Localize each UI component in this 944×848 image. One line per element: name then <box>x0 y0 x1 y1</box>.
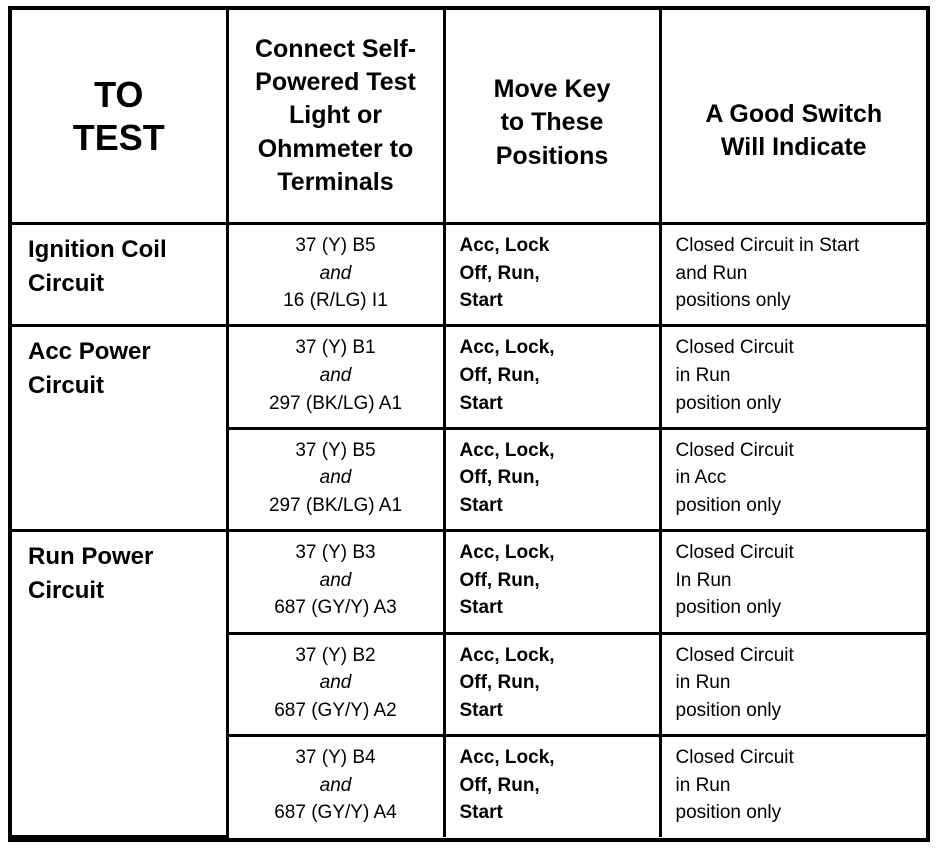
indication: in Acc <box>675 467 727 489</box>
indication: position only <box>675 494 782 516</box>
key-positions-cell <box>444 224 660 326</box>
indication: In Run <box>675 569 732 591</box>
indication: Closed Circuit <box>675 439 794 461</box>
terminals-cell <box>227 736 444 837</box>
key-positions: Off, Run, <box>459 569 540 591</box>
terminal-and: and <box>319 364 352 386</box>
header-text: Will Indicate <box>720 133 867 161</box>
circuit-name: Circuit <box>28 372 105 400</box>
header-text: Connect Self- <box>254 34 417 63</box>
key-positions: Start <box>459 802 503 824</box>
terminals-cell <box>227 326 444 428</box>
indication-cell <box>660 736 926 837</box>
terminal-b: 687 (GY/Y) A4 <box>274 802 397 824</box>
circuit-name: Circuit <box>28 269 105 297</box>
key-positions: Off, Run, <box>459 262 540 284</box>
indication-cell <box>660 428 926 530</box>
indication: Closed Circuit <box>675 337 794 359</box>
indication: Closed Circuit in Start <box>675 235 860 256</box>
header-text: Ohmmeter to <box>257 134 414 163</box>
table-row <box>12 326 926 428</box>
indication: and Run <box>675 262 748 284</box>
circuit-name: Circuit <box>28 576 105 604</box>
indication: positions only <box>675 290 791 312</box>
terminals-cell <box>227 633 444 735</box>
header-connect-terminals <box>227 10 444 224</box>
indication-cell <box>660 224 926 326</box>
circuit-name-cell <box>12 224 227 326</box>
terminal-b: 687 (GY/Y) A3 <box>274 597 397 619</box>
terminal-a: 37 (Y) B5 <box>295 439 376 461</box>
header-text: Light or <box>288 101 383 130</box>
indication: position only <box>675 699 782 721</box>
terminal-a: 37 (Y) B4 <box>295 747 376 769</box>
switch-test-table-frame <box>8 6 930 842</box>
key-positions: Off, Run, <box>459 364 540 386</box>
indication-cell <box>660 633 926 735</box>
indication: Closed Circuit <box>675 644 794 666</box>
terminal-b: 297 (BK/LG) A1 <box>268 392 403 414</box>
terminals-cell <box>227 428 444 530</box>
circuit-name-cell <box>12 531 227 837</box>
key-positions: Start <box>459 494 503 516</box>
key-positions: Acc, Lock, <box>459 439 555 461</box>
indication-cell <box>660 326 926 428</box>
header-to-test <box>12 10 227 224</box>
terminals-cell <box>227 224 444 326</box>
terminal-a: 37 (Y) B2 <box>295 644 376 666</box>
header-text: Positions <box>495 141 609 170</box>
terminal-and: and <box>319 774 352 796</box>
terminals-cell <box>227 531 444 633</box>
indication: in Run <box>675 364 731 386</box>
key-positions: Start <box>459 699 503 721</box>
header-text: to These <box>500 108 604 137</box>
indication: position only <box>675 392 782 414</box>
circuit-name-cell <box>12 326 227 531</box>
indication: Closed Circuit <box>675 542 794 564</box>
header-text: TEST <box>72 117 165 158</box>
key-positions: Acc, Lock <box>459 235 550 256</box>
terminal-a: 37 (Y) B5 <box>295 235 376 256</box>
key-positions-cell <box>444 736 660 837</box>
terminal-and: and <box>319 672 352 694</box>
key-positions: Off, Run, <box>459 467 540 489</box>
key-positions-cell <box>444 326 660 428</box>
header-text: Terminals <box>277 167 394 196</box>
key-positions: Start <box>459 392 503 414</box>
header-text: Move Key <box>493 75 611 104</box>
indication: position only <box>675 802 782 824</box>
key-positions: Acc, Lock, <box>459 747 555 769</box>
indication: position only <box>675 597 782 619</box>
header-text: A Good Switch <box>705 99 883 128</box>
key-positions: Acc, Lock, <box>459 337 555 359</box>
circuit-name: Acc Power <box>28 338 151 366</box>
circuit-name: Ignition Coil <box>28 236 167 263</box>
key-positions: Off, Run, <box>459 774 540 796</box>
key-positions: Off, Run, <box>459 672 540 694</box>
header-text: Powered Test <box>255 68 416 97</box>
key-positions: Acc, Lock, <box>459 644 555 666</box>
key-positions-cell <box>444 428 660 530</box>
terminal-and: and <box>319 467 352 489</box>
table-row <box>12 224 926 326</box>
terminal-and: and <box>319 262 352 284</box>
circuit-name: Run Power <box>28 543 154 571</box>
header-row <box>12 10 926 224</box>
indication: in Run <box>675 774 731 796</box>
key-positions-cell <box>444 531 660 633</box>
indication: Closed Circuit <box>675 747 794 769</box>
key-positions: Start <box>459 597 503 619</box>
key-positions-cell <box>444 633 660 735</box>
switch-test-table <box>12 10 926 838</box>
header-text: TO <box>94 73 144 115</box>
header-good-switch <box>660 10 926 224</box>
terminal-b: 297 (BK/LG) A1 <box>268 494 403 516</box>
key-positions: Acc, Lock, <box>459 542 555 564</box>
terminal-a: 37 (Y) B3 <box>295 542 376 564</box>
terminal-b: 16 (R/LG) I1 <box>283 290 388 312</box>
terminal-b: 687 (GY/Y) A2 <box>274 699 397 721</box>
terminal-a: 37 (Y) B1 <box>295 337 376 359</box>
key-positions: Start <box>459 290 503 312</box>
header-move-key <box>444 10 660 224</box>
terminal-and: and <box>319 569 352 591</box>
indication: in Run <box>675 672 731 694</box>
table-row <box>12 531 926 633</box>
indication-cell <box>660 531 926 633</box>
